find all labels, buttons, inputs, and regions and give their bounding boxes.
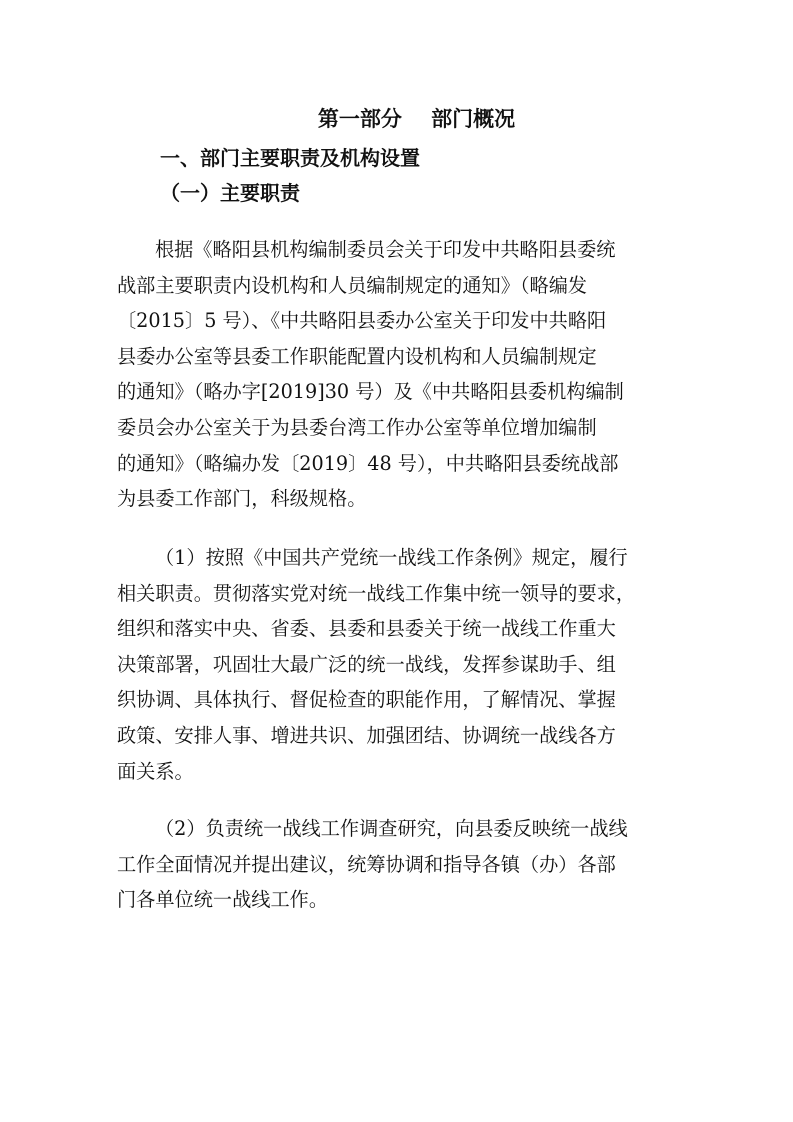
paragraph-line: 组织和落实中央、省委、县委和县委关于统一战线工作重大 <box>117 617 616 641</box>
paragraph-line: （1）按照《中国共产党统一战线工作条例》规定，履行 <box>155 546 628 569</box>
paragraph-line: 政策、安排人事、增进共识、加强团结、协调统一战线各方 <box>117 723 616 747</box>
paragraph-line: 决策部署，巩固壮大最广泛的统一战线，发挥参谋助手、组 <box>117 652 616 676</box>
section-heading: 一、部门主要职责及机构设置 <box>160 146 420 170</box>
sub-heading: （一）主要职责 <box>160 181 300 205</box>
paragraph-line: 委员会办公室关于为县委台湾工作办公室等单位增加编制 <box>117 415 597 439</box>
paragraph-duty-2 <box>117 811 677 918</box>
paragraph-line: 相关职责。贯彻落实党对统一战线工作集中统一领导的要求， <box>117 581 636 605</box>
paragraph-line: 战部主要职责内设机构和人员编制规定的通知》（略编发 <box>117 273 588 297</box>
paragraph-line: 织协调、具体执行、督促检查的职能作用，了解情况、掌握 <box>117 688 616 712</box>
paragraph-line: （2）负责统一战线工作调查研究，向县委反映统一战线 <box>155 817 628 840</box>
paragraph-line: 的通知》（略办字[2019]30 号）及《中共略阳县委机构编制 <box>117 380 624 404</box>
paragraph-legal-basis <box>117 232 677 517</box>
paragraph-duty-1 <box>117 540 677 789</box>
paragraph-line: 面关系。 <box>117 759 194 783</box>
paragraph-line: 为县委工作部门，科级规格。 <box>117 487 367 511</box>
paragraph-line: 门各单位统一战线工作。 <box>117 888 329 912</box>
paragraph-line: 的通知》（略编办发〔2019〕48 号），中共略阳县委统战部 <box>117 451 619 475</box>
paragraph-line: 县委办公室等县委工作职能配置内设机构和人员编制规定 <box>117 344 597 368</box>
paragraph-line: 工作全面情况并提出建议，统筹协调和指导各镇（办）各部 <box>117 852 616 876</box>
paragraph-line: 〔2015〕5 号）、《中共略阳县委办公室关于印发中共略阳 <box>117 309 607 333</box>
part-title: 第一部分 部门概况 <box>317 107 516 131</box>
paragraph-line: 根据《略阳县机构编制委员会关于印发中共略阳县委统 <box>155 238 616 261</box>
